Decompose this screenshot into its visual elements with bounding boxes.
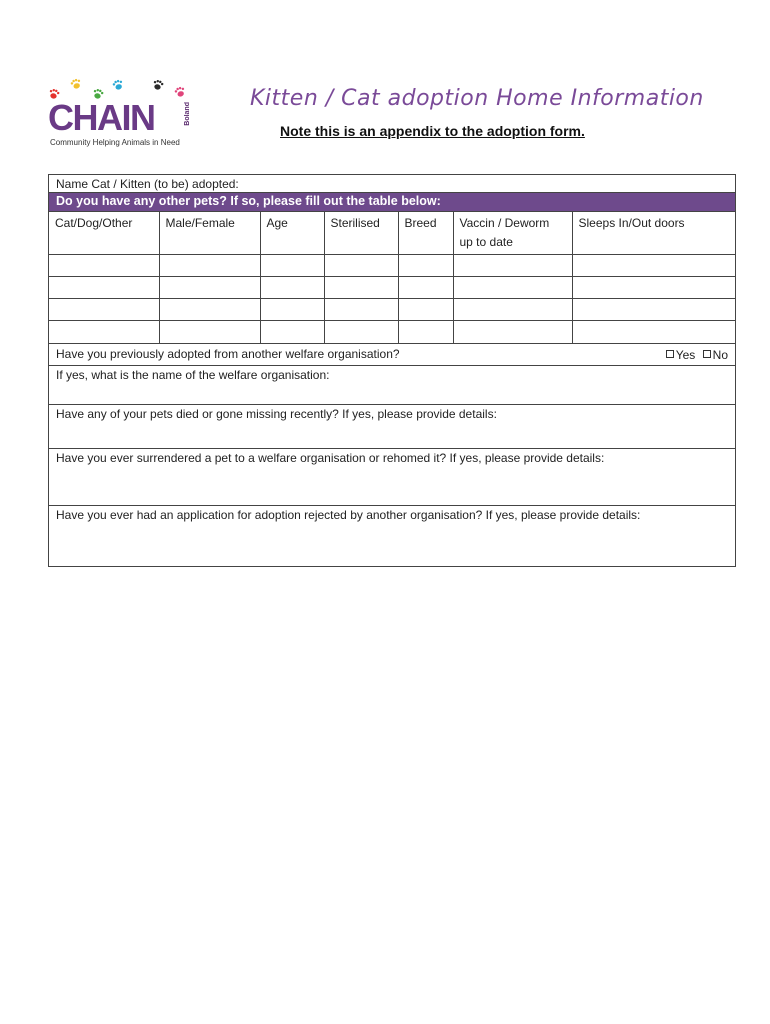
yes-no-options: [666, 347, 728, 362]
pets-table: [49, 212, 735, 343]
adoption-form: [48, 174, 736, 567]
table-cell[interactable]: [49, 321, 159, 343]
pets-died-question: Have any of your pets died or gone missing recently? If yes, please provide details:: [56, 406, 497, 421]
paw-print-icon: [174, 86, 186, 98]
table-cell[interactable]: [324, 299, 398, 321]
table-cell[interactable]: [572, 277, 735, 299]
paw-print-icon: [70, 78, 82, 90]
table-cell[interactable]: [260, 299, 324, 321]
table-cell[interactable]: [159, 299, 260, 321]
chain-logo: [44, 74, 194, 152]
column-header: Male/Female: [159, 212, 260, 255]
table-row: [49, 321, 735, 343]
surrendered-row[interactable]: [49, 449, 735, 506]
pets-question-band: [49, 193, 735, 212]
prev-adopted-question: Have you previously adopted from another welfare organisation?: [56, 347, 400, 361]
pets-table-wrapper: [49, 212, 735, 344]
yes-label: Yes: [675, 347, 696, 362]
table-cell[interactable]: [572, 255, 735, 277]
column-header: Sterilised: [324, 212, 398, 255]
table-cell[interactable]: [49, 299, 159, 321]
table-cell[interactable]: [49, 277, 159, 299]
table-row: [49, 277, 735, 299]
table-cell[interactable]: [260, 255, 324, 277]
prev-adopted-row: [49, 344, 735, 366]
pets-died-row[interactable]: [49, 405, 735, 449]
welfare-name-row[interactable]: [49, 366, 735, 405]
no-label: No: [712, 347, 728, 362]
table-cell[interactable]: [572, 299, 735, 321]
rejected-question: Have you ever had an application for adoption rejected by another organisation? If yes, please provide details:: [56, 507, 641, 522]
column-header: Vaccin / Deworm up to date: [453, 212, 572, 255]
table-cell[interactable]: [159, 321, 260, 343]
table-cell[interactable]: [49, 255, 159, 277]
welfare-name-question: If yes, what is the name of the welfare organisation:: [56, 367, 330, 382]
table-cell[interactable]: [260, 277, 324, 299]
table-cell[interactable]: [453, 255, 572, 277]
table-cell[interactable]: [159, 255, 260, 277]
table-cell[interactable]: [260, 321, 324, 343]
table-row: [49, 299, 735, 321]
rejected-row[interactable]: [49, 506, 735, 566]
yes-checkbox[interactable]: [666, 350, 674, 358]
table-cell[interactable]: [453, 277, 572, 299]
logo-tagline: Community Helping Animals in Need: [50, 138, 180, 147]
table-cell[interactable]: [324, 321, 398, 343]
table-cell[interactable]: [453, 299, 572, 321]
pets-table-header: [49, 212, 735, 255]
surrendered-question: Have you ever surrendered a pet to a welfare organisation or rehomed it? If yes, please provide details:: [56, 450, 605, 465]
table-cell[interactable]: [324, 277, 398, 299]
page-subtitle: Note this is an appendix to the adoption form.: [280, 123, 585, 139]
no-checkbox[interactable]: [703, 350, 711, 358]
table-cell[interactable]: [324, 255, 398, 277]
paw-print-icon: [112, 79, 124, 91]
column-header: Age: [260, 212, 324, 255]
table-cell[interactable]: [398, 277, 453, 299]
logo-word: CHAIN: [48, 97, 155, 138]
table-row: [49, 255, 735, 277]
pets-question: Do you have any other pets? If so, please fill out the table below:: [56, 194, 441, 208]
paw-print-icon: [152, 79, 164, 91]
table-cell[interactable]: [398, 321, 453, 343]
column-header: Cat/Dog/Other: [49, 212, 159, 255]
page-title: Kitten / Cat adoption Home Information: [250, 86, 704, 111]
table-cell[interactable]: [453, 321, 572, 343]
table-cell[interactable]: [398, 299, 453, 321]
table-cell[interactable]: [159, 277, 260, 299]
table-cell[interactable]: [398, 255, 453, 277]
logo-side-text: Boland: [184, 102, 191, 126]
column-header: Sleeps In/Out doors: [572, 212, 735, 255]
name-row[interactable]: [49, 175, 735, 193]
column-header: Breed: [398, 212, 453, 255]
table-cell[interactable]: [572, 321, 735, 343]
name-label: Name Cat / Kitten (to be) adopted:: [56, 177, 239, 191]
